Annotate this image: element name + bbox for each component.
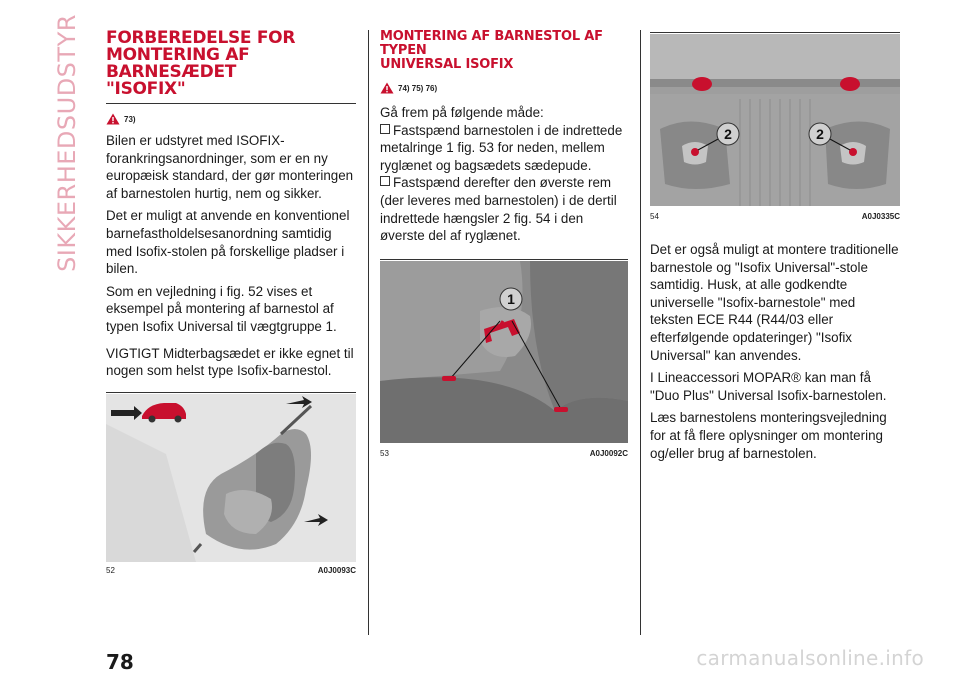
warning-ref-numbers: 74) 75) 76) xyxy=(398,83,438,93)
paragraph-important: VIGTIGT Midterbagsædet er ikke egnet til nogen som helst type Isofix-barnestol. xyxy=(106,345,354,379)
column-divider-1 xyxy=(368,30,369,635)
figure-54-caption xyxy=(650,212,900,221)
figure-number: 52 xyxy=(106,566,115,575)
callout-2-label-right: 2 xyxy=(816,126,824,142)
checkbox-bullet-icon xyxy=(380,176,390,186)
step-item: Fastspænd derefter den øverste rem (der leveres med barnestolen) i de dertil indrettede hængsler 2 fig. 54 i den øverste del af ryglænet. xyxy=(380,175,617,244)
watermark-text: carmanualsonline.info xyxy=(696,646,924,670)
figure-code: A0J0093C xyxy=(317,566,356,575)
column-divider-2 xyxy=(640,30,641,635)
paragraph: Som en vejledning i fig. 52 vises et eksempel på montering af barnestol af typen Isofix Universal til vægtgruppe 1. xyxy=(106,283,337,334)
heading-rule xyxy=(106,103,356,104)
figure-52-image xyxy=(106,394,356,562)
figure-53-image xyxy=(380,261,628,443)
warning-reference xyxy=(106,112,356,126)
checkbox-bullet-icon xyxy=(380,124,390,134)
warning-triangle-icon xyxy=(106,113,120,125)
figure-53-caption xyxy=(380,449,628,458)
warning-reference xyxy=(380,81,630,95)
figure-54-rule xyxy=(650,32,900,33)
callout-2-label-left: 2 xyxy=(724,126,732,142)
figure-54-image xyxy=(650,34,900,206)
section-side-title xyxy=(52,13,82,272)
figure-53-rule xyxy=(380,259,628,260)
intro-text: Gå frem på følgende måde: xyxy=(380,105,544,120)
step-item: Fastspænd barnestolen i de indrettede metalringe 1 fig. 53 for neden, mellem ryglænet og bagsædets sædepude. xyxy=(380,122,623,173)
callout-1-label: 1 xyxy=(507,291,515,307)
section-heading-universal-isofix: MONTERING AF BARNESTOL AF TYPEN UNIVERSAL ISOFIX xyxy=(380,29,603,72)
column-2 xyxy=(380,30,630,245)
page-number: 78 xyxy=(106,650,134,674)
figure-code: A0J0335C xyxy=(861,212,900,221)
tether-anchor-illustration xyxy=(650,34,900,206)
figure-52-rule xyxy=(106,392,356,393)
section-heading-isofix-prep: FORBEREDELSE FOR MONTERING AF BARNESÆDET "ISOFIX" xyxy=(106,28,296,99)
paragraph: I Lineaccessori MOPAR® kan man få "Duo Plus" Universal Isofix-barnestolen. xyxy=(650,370,887,403)
figure-number: 54 xyxy=(650,212,659,221)
column-3-text xyxy=(650,241,900,462)
paragraph: Det er muligt at anvende en konventionel barnefastholdelsesanordning samtidig med Isofix-stolen på forskellige pladser i bilen. xyxy=(106,208,350,277)
paragraph: Læs barnestolens monteringsvejledning for at få flere oplysninger om montering og/eller brug af barnestolen. xyxy=(650,410,887,461)
figure-number: 53 xyxy=(380,449,389,458)
side-title-text: SIKKERHEDSUDSTYR xyxy=(53,13,81,272)
column-1 xyxy=(106,30,356,380)
paragraph: Bilen er udstyret med ISOFIX-forankringsanordninger, som er en ny europæisk standard, der gør monteringen af barnestolen hurtig, nem og sikker. xyxy=(106,133,354,201)
figure-code: A0J0092C xyxy=(589,449,628,458)
isofix-ring-illustration xyxy=(380,261,628,443)
warning-ref-number: 73) xyxy=(124,114,136,124)
paragraph: Det er også muligt at montere traditionelle barnestole og "Isofix Universal"-stole samtidig. Husk, at alle godkendte universelle "Isofix-barnestole" med teksten ECE R44 (R44/03 eller efterfølgende opdateringer) "Isofix Universal" kan anvendes. xyxy=(650,242,899,363)
warning-triangle-icon xyxy=(380,82,394,94)
child-seat-illustration xyxy=(106,394,356,562)
figure-52-caption xyxy=(106,566,356,575)
